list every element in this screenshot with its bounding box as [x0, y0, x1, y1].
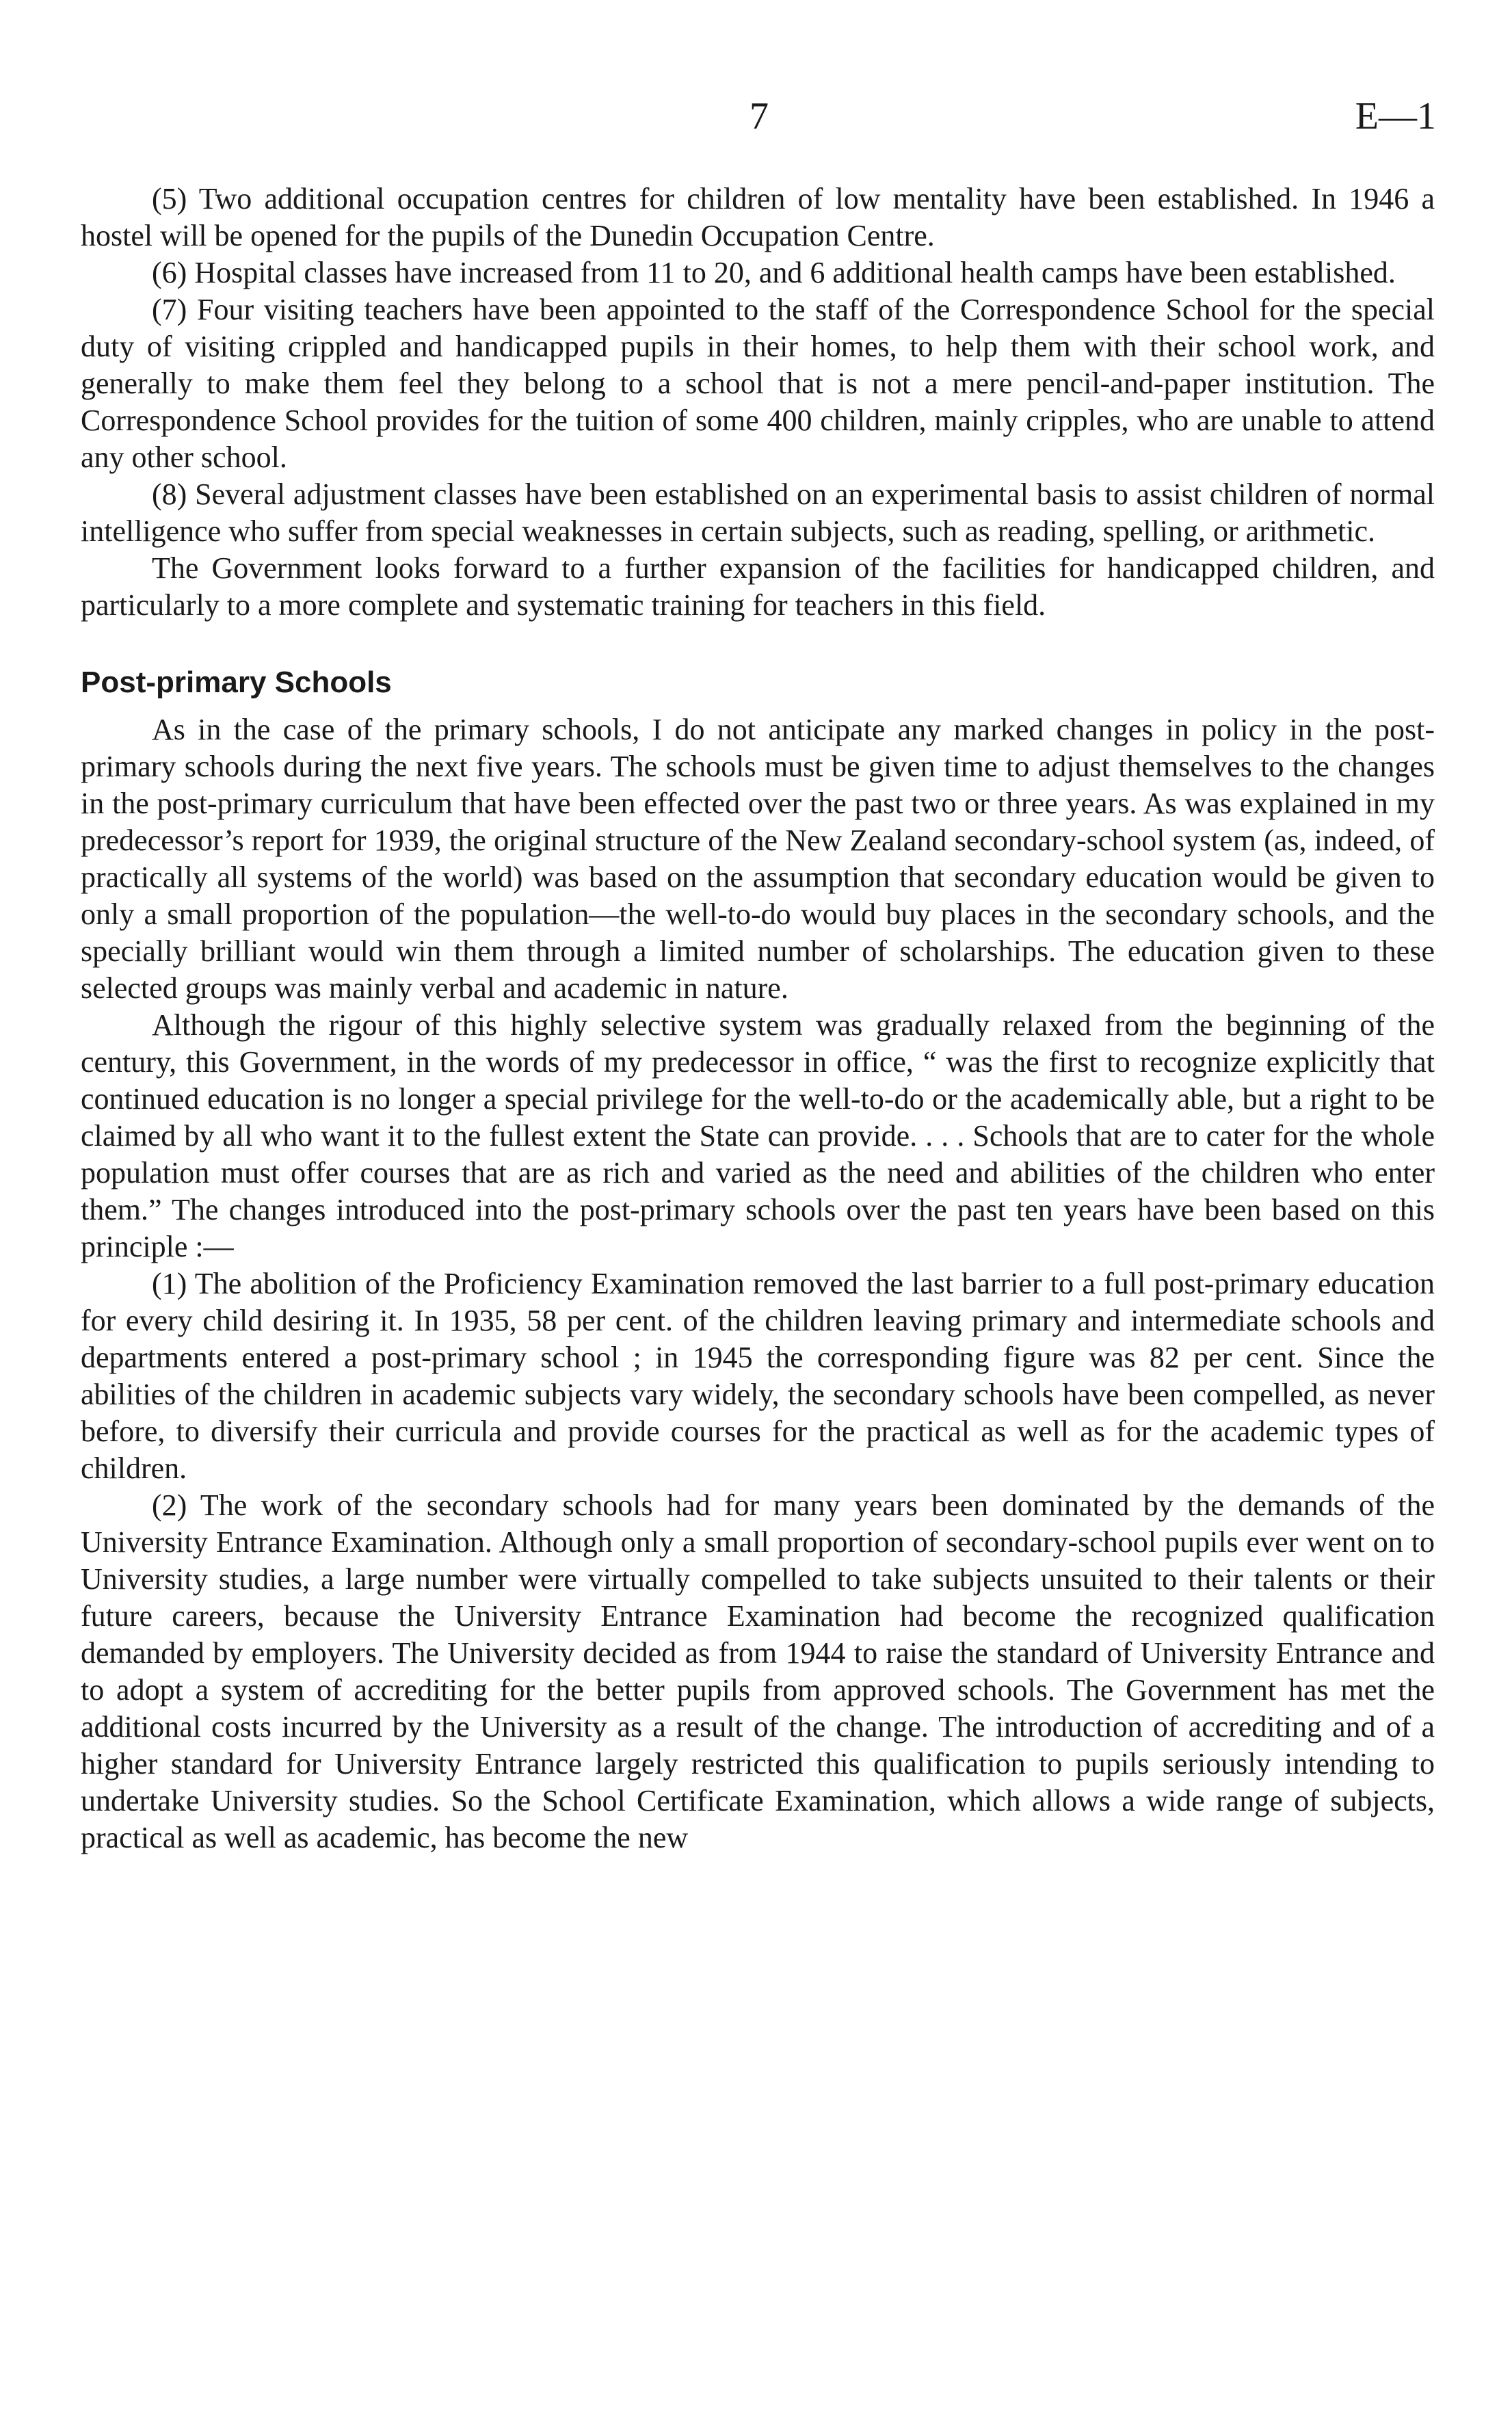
body-text [81, 181, 1435, 1856]
paragraph-hospital-classes: (6) Hospital classes have increased from 11 to 20, and 6 additional health camps have been established. [152, 256, 1396, 289]
paragraph-post-primary-intro: As in the case of the primary schools, I do not anticipate any marked changes in policy in the post-primary schools during the next five years. The schools must be given time to adjust themselves to the changes in the post-primary curriculum that have been effected over the past two or three years. As was explained in my predecessor’s report for 1939, the original structure of the New Zealand secondary-school system (as, indeed, of practically all systems of the world) was based on the assumption that secondary education would be given to only a small proportion of the population—the well-to-do would buy places in the secondary schools, and the specially brilliant would win them through a limited number of scholarships. The education given to these selected groups was mainly verbal and academic in nature. [81, 713, 1435, 1005]
page-number: 7 [750, 95, 769, 137]
paragraph-adjustment-classes: (8) Several adjustment classes have been established on an experimental basis to assist children of normal intelligence who suffer from special weaknesses in certain subjects, such as reading, spelling, or arithmetic. [81, 477, 1435, 548]
paragraph-selective-system: Although the rigour of this highly selective system was gradually relaxed from the beginning of the century, this Government, in the words of my predecessor in office, “ was the first to recognize explicitly that continued education is no longer a special privilege for the well-to-do or the academically able, but a right to be claimed by all who want it to the fullest extent the State can provide. . . . Schools that are to cater for the whole population must offer courses that are as rich and varied as the need and abilities of the children who enter them.” The changes introduced into the post-primary schools over the past ten years have been based on this principle :— [81, 1008, 1435, 1263]
paragraph-university-entrance: (2) The work of the secondary schools had for many years been dominated by the demands of the University Entrance Examination. Although only a small proportion of secondary-school pupils ever went on to University studies, a large number were virtually compelled to take subjects unsuited to their talents or their future careers, because the University Entrance Examination had become the recognized qualification demanded by employers. The University decided as from 1944 to raise the standard of University Entrance and to adopt a system of accrediting for the better pupils from approved schools. The Government has met the additional costs incurred by the University as a result of the change. The introduction of accrediting and of a higher standard for University Entrance largely restricted this qualification to pupils seriously intending to undertake University studies. So the School Certificate Examination, which allows a wide range of subjects, practical as well as academic, has become the new [81, 1488, 1435, 1854]
paragraph-occupation-centres: (5) Two additional occupation centres for children of low mentality have been established. In 1946 a hostel will be opened for the pupils of the Dunedin Occupation Centre. [81, 182, 1435, 252]
paragraph-proficiency-abolition: (1) The abolition of the Proficiency Examination removed the last barrier to a full post-primary education for every child desiring it. In 1935, 58 per cent. of the children leaving primary and intermediate schools and departments entered a post-primary school ; in 1945 the corresponding figure was 82 per cent. Since the abilities of the children in academic subjects vary widely, the secondary schools have been compelled, as never before, to diversify their curricula and provide courses for the practical as well as for the academic types of children. [81, 1267, 1435, 1485]
document-code: E—1 [1355, 95, 1436, 137]
paragraph-government-handicapped: The Government looks forward to a further expansion of the facilities for handicapped children, and particularly to a more complete and systematic training for teachers in this field. [81, 551, 1435, 622]
paragraph-visiting-teachers: (7) Four visiting teachers have been appointed to the staff of the Correspondence School for the special duty of visiting crippled and handicapped pupils in their homes, to help them with their school work, and generally to make them feel they belong to a school that is not a mere pencil-and-paper institution. The Correspondence School provides for the tuition of some 400 children, mainly cripples, who are unable to attend any other school. [81, 293, 1435, 474]
section-heading-post-primary: Post-primary Schools [81, 666, 392, 699]
